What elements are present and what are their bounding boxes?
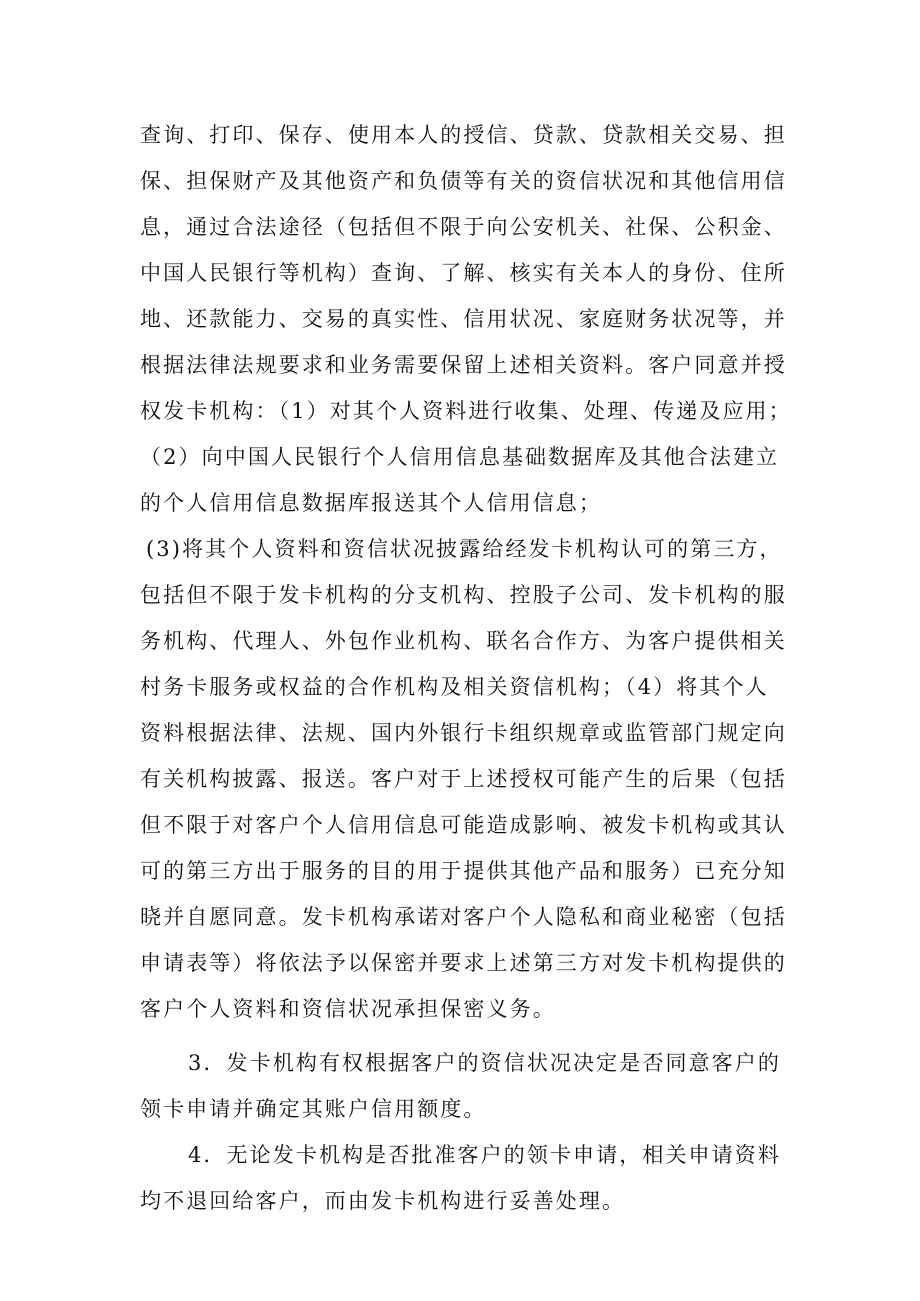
paragraph-line-17: 可的第三方出于服务的目的用于提供其他产品和服务）已充分知 [140, 859, 787, 883]
paragraph-line-19: 申请表等）将依法予以保密并要求上述第三方对发卡机构提供的 [140, 951, 787, 975]
paragraph-line-9: 的个人信用信息数据库报送其个人信用信息； [140, 491, 602, 515]
paragraph-line-7: 权发卡机构：（1）对其个人资料进行收集、处理、传递及应用； [140, 399, 792, 423]
clause-4-line-2: 均不退回给客户，而由发卡机构进行妥善处理。 [140, 1189, 626, 1213]
paragraph-line-18: 晓并自愿同意。发卡机构承诺对客户个人隐私和商业秘密（包括 [140, 905, 787, 929]
paragraph-line-4: 中国人民银行等机构）查询、了解、核实有关本人的身份、住所 [140, 261, 787, 285]
clause-4-line-1: 4．无论发卡机构是否批准客户的领卡申请，相关申请资料 [188, 1143, 781, 1167]
paragraph-line-14: 资料根据法律、法规、国内外银行卡组织规章或监管部门规定向 [140, 721, 787, 745]
paragraph-line-10: (3)将其个人资料和资信状况披露给经发卡机构认可的第三方， [146, 537, 783, 561]
paragraph-line-6: 根据法律法规要求和业务需要保留上述相关资料。客户同意并授 [140, 353, 787, 377]
clause-3-line-2: 领卡申请并确定其账户信用额度。 [140, 1097, 487, 1121]
paragraph-line-2: 保、担保财产及其他资产和负债等有关的资信状况和其他信用信 [140, 169, 787, 193]
paragraph-line-1: 查询、打印、保存、使用本人的授信、贷款、贷款相关交易、担 [140, 123, 787, 147]
clause-3-line-1: 3．发卡机构有权根据客户的资信状况决定是否同意客户的 [188, 1051, 781, 1075]
paragraph-line-16: 但不限于对客户个人信用信息可能造成影响、被发卡机构或其认 [140, 813, 787, 837]
paragraph-line-3: 息，通过合法途径（包括但不限于向公安机关、社保、公积金、 [140, 215, 787, 239]
paragraph-line-5: 地、还款能力、交易的真实性、信用状况、家庭财务状况等，并 [140, 307, 787, 331]
paragraph-line-13: 村务卡服务或权益的合作机构及相关资信机构；（4）将其个人 [140, 675, 769, 699]
paragraph-line-20: 客户个人资料和资信状况承担保密义务。 [140, 997, 556, 1021]
paragraph-line-8: （2）向中国人民银行个人信用信息基础数据库及其他合法建立 [140, 445, 780, 469]
paragraph-line-15: 有关机构披露、报送。客户对于上述授权可能产生的后果（包括 [140, 767, 787, 791]
paragraph-line-12: 务机构、代理人、外包作业机构、联名合作方、为客户提供相关 [140, 629, 787, 653]
paragraph-line-11: 包括但不限于发卡机构的分支机构、控股子公司、发卡机构的服 [140, 583, 787, 607]
